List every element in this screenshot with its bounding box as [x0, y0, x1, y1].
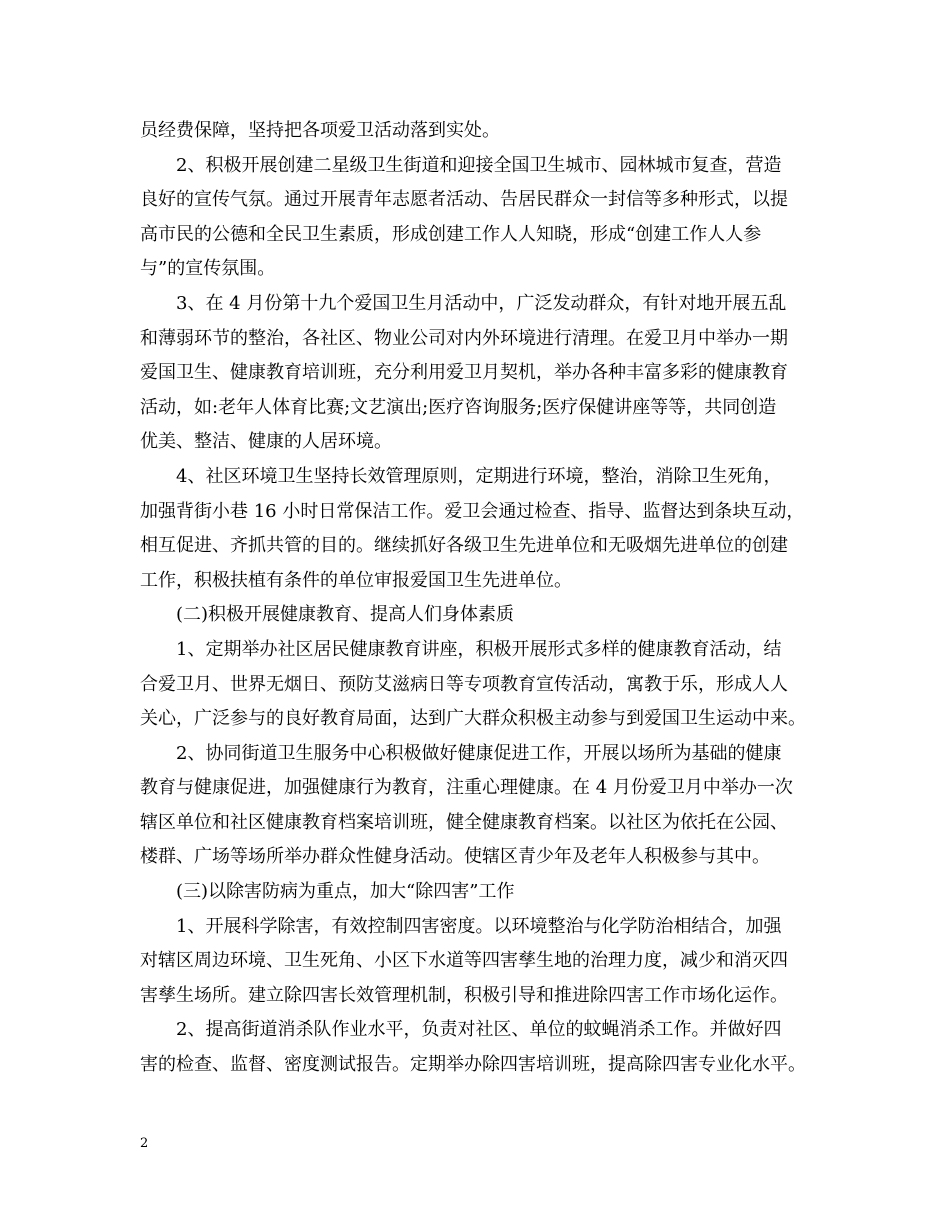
text-line: 1、定期举办社区居民健康教育讲座，积极开展形式多样的健康教育活动，结	[176, 638, 782, 660]
text-line: 活动，如:老年人体育比赛;文艺演出;医疗咨询服务;医疗保健讲座等等，共同创造	[140, 396, 777, 418]
text-line: 加强背街小巷 16 小时日常保洁工作。爱卫会通过检查、指导、监督达到条块互动，	[140, 500, 805, 522]
text-line: 良好的宣传气氛。通过开展青年志愿者活动、告居民群众一封信等多种形式，以提	[140, 189, 788, 211]
text-line: 对辖区周边环境、卫生死角、小区下水道等四害孳生地的治理力度，减少和消灭四	[140, 950, 788, 972]
text-line: 合爱卫月、世界无烟日、预防艾滋病日等专项教育宣传活动，寓教于乐，形成人人	[140, 673, 788, 695]
paragraph-item-2-publicity	[140, 149, 820, 287]
text-line: 2、提高街道消杀队作业水平，负责对社区、单位的蚊蝇消杀工作。并做好四	[176, 1019, 782, 1041]
text-line: 害孳生场所。建立除四害长效管理机制，积极引导和推进除四害工作市场化运作。	[140, 984, 788, 1006]
paragraph-item-3-health-month	[140, 287, 820, 460]
text-line: 高市民的公德和全民卫生素质，形成创建工作人人知晓，形成“创建工作人人参	[140, 223, 762, 245]
text-line: 辖区单位和社区健康教育档案培训班，健全健康教育档案。以社区为依托在公园、	[140, 811, 788, 833]
document-body	[140, 114, 820, 1083]
text-line: 1、开展科学除害，有效控制四害密度。以环境整治与化学防治相结合，加强	[176, 915, 782, 937]
paragraph-pest-item-1	[140, 910, 820, 1014]
text-line: 关心，广泛参与的良好教育局面，达到广大群众积极主动参与到爱国卫生运动中来。	[140, 708, 806, 730]
paragraph-pest-item-2	[140, 1013, 820, 1082]
paragraph-education-item-2	[140, 737, 820, 875]
text-line: 楼群、广场等场所举办群众性健身活动。使辖区青少年及老年人积极参与其中。	[140, 846, 770, 868]
paragraph-item-4-environment	[140, 460, 820, 598]
text-line: 4、社区环境卫生坚持长效管理原则，定期进行环境，整治，消除卫生死角，	[176, 465, 782, 487]
section-heading-health-education	[140, 598, 820, 633]
paragraph-education-item-1	[140, 633, 820, 737]
page-number: 2	[140, 1136, 149, 1151]
text-line: 害的检查、监督、密度测试报告。定期举办除四害培训班，提高除四害专业化水平。	[140, 1054, 806, 1076]
text-line: (三)以除害防病为重点，加大“除四害”工作	[176, 881, 515, 903]
paragraph-continuation	[140, 114, 820, 149]
text-line: 3、在 4 月份第十九个爱国卫生月活动中，广泛发动群众，有针对地开展五乱	[176, 292, 787, 314]
text-line: 和薄弱环节的整治，各社区、物业公司对内外环境进行清理。在爱卫月中举办一期	[140, 327, 788, 349]
text-line: 2、协同街道卫生服务中心积极做好健康促进工作，开展以场所为基础的健康	[176, 742, 782, 764]
text-line: 爱国卫生、健康教育培训班，充分利用爱卫月契机，举办各种丰富多彩的健康教育	[140, 362, 788, 384]
text-line: 优美、整洁、健康的人居环境。	[140, 431, 392, 453]
text-line: 与”的宣传氛围。	[140, 258, 276, 280]
text-line: 工作，积极扶植有条件的单位审报爱国卫生先进单位。	[140, 569, 572, 591]
text-line: 教育与健康促进，加强健康行为教育，注重心理健康。在 4 月份爱卫月中举办一次	[140, 777, 793, 799]
text-line: 相互促进、齐抓共管的目的。继续抓好各级卫生先进单位和无吸烟先进单位的创建	[140, 535, 788, 557]
text-line: 2、积极开展创建二星级卫生街道和迎接全国卫生城市、园林城市复查，营造	[176, 154, 782, 176]
text-line: (二)积极开展健康教育、提高人们身体素质	[176, 604, 515, 626]
text-line: 员经费保障，坚持把各项爱卫活动落到实处。	[140, 120, 500, 141]
section-heading-pest-control	[140, 875, 820, 910]
